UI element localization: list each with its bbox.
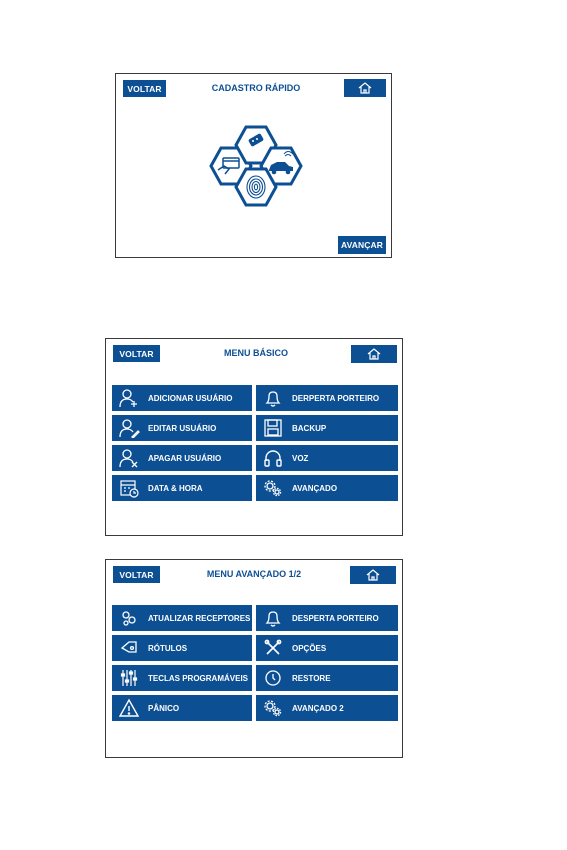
user-edit-icon: [116, 417, 142, 439]
tools-icon: [260, 637, 286, 659]
user-add-icon: [116, 387, 142, 409]
menu-item-restore[interactable]: RESTORE: [256, 665, 398, 691]
home-button[interactable]: [344, 79, 386, 97]
menu-item-wake-doorman[interactable]: DESPERTA PORTEIRO: [256, 605, 398, 631]
quick-register-screen: [115, 73, 392, 258]
menu-item-wake-doorman[interactable]: DERPERTA PORTEIRO: [256, 385, 398, 411]
page-title: CADASTRO RÁPIDO: [211, 83, 301, 93]
gears-icon: [260, 697, 286, 719]
home-button[interactable]: [351, 345, 397, 363]
basic-menu-screen: [105, 338, 403, 536]
user-delete-icon: [116, 447, 142, 469]
menu-item-options[interactable]: OPÇÕES: [256, 635, 398, 661]
back-button[interactable]: VOLTAR: [123, 80, 166, 97]
bell-icon: [260, 607, 286, 629]
home-icon: [366, 569, 380, 581]
menu-item-delete-user[interactable]: APAGAR USUÁRIO: [112, 445, 252, 471]
menu-item-advanced[interactable]: AVANÇADO: [256, 475, 398, 501]
fingerprint-hex[interactable]: [236, 169, 276, 205]
advanced-menu-grid: [112, 605, 398, 721]
menu-item-date-time[interactable]: DATA & HORA: [112, 475, 252, 501]
home-button[interactable]: [350, 566, 396, 584]
gears-icon: [260, 477, 286, 499]
home-icon: [367, 348, 381, 360]
next-button[interactable]: AVANÇAR: [338, 236, 386, 254]
basic-menu-grid: [112, 385, 398, 501]
menu-item-backup[interactable]: BACKUP: [256, 415, 398, 441]
menu-item-voice[interactable]: VOZ: [256, 445, 398, 471]
menu-item-programmable-keys[interactable]: TECLAS PROGRAMÁVEIS: [112, 665, 252, 691]
menu-item-edit-user[interactable]: EDITAR USUÁRIO: [112, 415, 252, 441]
sliders-icon: [116, 667, 142, 689]
advanced-menu-screen: [105, 559, 403, 758]
menu-item-update-receivers[interactable]: ATUALIZAR RECEPTORES: [112, 605, 252, 631]
floppy-icon: [260, 417, 286, 439]
menu-item-add-user[interactable]: ADICIONAR USUÁRIO: [112, 385, 252, 411]
calendar-clock-icon: [116, 477, 142, 499]
menu-item-advanced-2[interactable]: AVANÇADO 2: [256, 695, 398, 721]
warning-icon: [116, 697, 142, 719]
restore-icon: [260, 667, 286, 689]
menu-item-panic[interactable]: PÂNICO: [112, 695, 252, 721]
page-title: MENU BÁSICO: [223, 348, 288, 358]
page-title: MENU AVANÇADO 1/2: [206, 569, 302, 579]
menu-item-labels[interactable]: RÓTULOS: [112, 635, 252, 661]
back-button[interactable]: VOLTAR: [113, 345, 160, 362]
back-button[interactable]: VOLTAR: [113, 566, 160, 583]
bell-icon: [260, 387, 286, 409]
home-icon: [358, 82, 372, 94]
refresh-receivers-icon: [116, 607, 142, 629]
tag-icon: [116, 637, 142, 659]
honeycomb-cluster: [201, 122, 321, 222]
headphones-icon: [260, 447, 286, 469]
